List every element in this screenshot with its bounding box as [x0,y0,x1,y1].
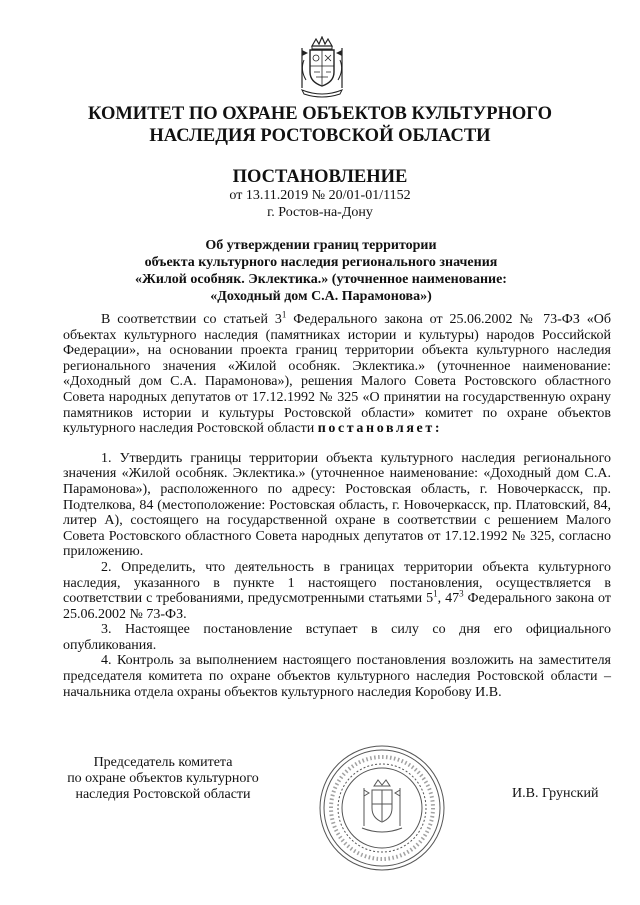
item-2-superscript-2: 3 [459,588,464,599]
official-round-seal-icon [318,744,446,872]
signatory-title-line2: по охране объектов культурного [67,771,259,786]
subject-line1: Об утверждении границ территории [205,238,437,253]
preamble-superscript: 1 [281,309,287,320]
preamble-text-a: В соответствии со статьей 3 [101,312,282,327]
decree-number-date: от 13.11.2019 № 20/01-01/1152 [229,188,411,203]
item-2-text-a: 2. Определить, что деятельность в границах территории объекта культурного наследия, указанного в пункте 1 настоящего постановления, осуществляется в соответствии с требованиями, предусмотренными статьями 5 [63,559,611,607]
organization-name-line1: КОМИТЕТ ПО ОХРАНЕ ОБЪЕКТОВ КУЛЬТУРНОГО [88,104,552,124]
subject-line3: «Жилой особняк. Эклектика.» (уточненное наименование: [135,272,507,287]
item-2-text-c: Федерального закона от 25.06.2002 № 73-ФЗ. [63,591,611,622]
decree-title: ПОСТАНОВЛЕНИЕ [232,167,408,187]
item-2-paragraph [63,560,611,622]
decree-meta [0,187,640,221]
item-2-superscript-1: 1 [433,588,438,599]
preamble-text-b: Федерального закона от 25.06.2002 № 73-ФЗ «Об объектах культурного наследия (памятниках истории и культуры) народов Российской Федерации», на основании проекта границ территории объекта культурного наследия регионального значения «Жилой особняк. Эклектика.» (уточненное наименование: «Доходный дом С.А. Парамонова»), решения Малого Совета Ростовского областного Совета народных депутатов от 17.12.1992 № 325 «О принятии на государственную охрану памятников истории и культуры Ростовской области» комитет по охране объектов культурного наследия Ростовской области [63,312,611,437]
item-3-paragraph: 3. Настоящее постановление вступает в силу со дня его официального опубликования. [63,622,611,653]
item-1-paragraph: 1. Утвердить границы территории объекта культурного наследия регионального значения «Жилой особняк. Эклектика.» (уточненное наименование: «Доходный дом С.А. Парамонова»), расположенного по адресу: Ростовская область, г. Новочеркасск, пр. Подтелкова, 84 (местоположение: Ростовская область, г. Новочеркасск, пр. Платовский, 84, литер А), состоящего на государственной охране в соответствии с решением Малого Совета Ростовского областного Совета народных депутатов от 17.12.1992 № 325, согласно приложению. [63,450,611,560]
decree-city: г. Ростов-на-Дону [267,205,373,220]
resolves-word: постановляет: [317,421,443,437]
decree-subject [100,237,542,305]
signatory-title-line1: Председатель комитета [93,755,233,770]
decree-body [63,309,611,700]
subject-line4: «Доходный дом С.А. Парамонова») [210,289,432,304]
organization-name [0,103,640,147]
signatory-name: И.В. Грунский [512,786,599,801]
signatory-title-line3: наследия Ростовской области [75,787,251,802]
signatory-title [63,755,263,803]
item-4-paragraph: 4. Контроль за выполнением настоящего постановления возложить на заместителя председателя комитета по охране объектов культурного наследия Ростовской области – начальника отдела охраны объектов культурного наследия Коробову И.В. [63,653,611,700]
subject-line2: объекта культурного наследия регионального значения [144,255,498,270]
rostov-oblast-coat-of-arms-icon [296,36,348,100]
organization-name-line2: НАСЛЕДИЯ РОСТОВСКОЙ ОБЛАСТИ [149,126,491,146]
item-2-text-b: , 47 [437,591,460,607]
preamble-paragraph [63,309,611,437]
